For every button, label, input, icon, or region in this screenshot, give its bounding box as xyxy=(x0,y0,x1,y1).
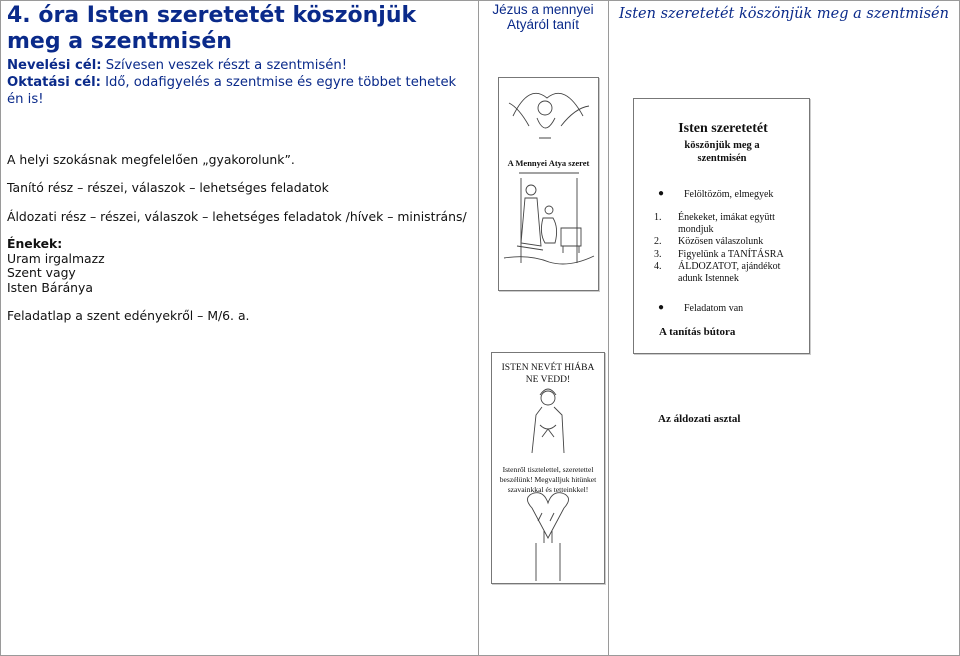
column2-header: Jézus a mennyei Atyáról tanít xyxy=(492,2,594,32)
card3-bottom-label: A tanítás bútora xyxy=(659,326,736,338)
lesson-column xyxy=(0,0,478,656)
educational-goal xyxy=(7,57,475,74)
card-heavenly-father xyxy=(498,77,599,291)
teaching-goal-label: Oktatási cél: xyxy=(7,75,101,90)
bullet-icon: ● xyxy=(658,188,665,199)
card2-title: ISTEN NEVÉT HIÁBA NE VEDD! xyxy=(501,363,595,385)
lesson-title: 4. óra Isten szeretetét köszönjük meg a szentmisén xyxy=(7,3,417,54)
card3-title: Isten szeretetét xyxy=(678,121,768,136)
offertory-part: Áldozati rész – részei, válaszok – lehetséges feladatok /hívek – ministráns/ xyxy=(7,209,467,224)
step-item: 1. Énekeket, imákat együtt mondjuk xyxy=(654,212,775,236)
song-item: Uram irgalmazz xyxy=(7,250,105,266)
educational-goal-label: Nevelési cél: xyxy=(7,58,102,73)
jesus-teaching-illustration xyxy=(499,78,598,290)
card3-bullet2: Feladatom van xyxy=(684,303,744,314)
step-item: 3. Figyelünk a TANÍTÁSRA xyxy=(654,248,784,260)
card-thanksgiving xyxy=(633,98,810,354)
educational-goal-text: Szívesen veszek részt a szentmisén! xyxy=(101,58,348,73)
card-commandment xyxy=(491,352,605,584)
card3-bullet1: Felöltözöm, elmegyek xyxy=(684,189,774,200)
column-divider-2 xyxy=(608,0,609,656)
worksheet-note: Feladatlap a szent edényekről – M/6. a. xyxy=(7,308,250,323)
practice-note: A helyi szokásnak megfelelően „gyakorolunk”. xyxy=(7,152,295,167)
goals xyxy=(7,57,475,108)
column-divider-1 xyxy=(478,0,479,656)
bullet-icon: ● xyxy=(658,302,665,313)
song-item: Isten Báránya xyxy=(7,279,93,295)
teaching-goal xyxy=(7,74,475,108)
songs-title: Énekek: xyxy=(7,236,63,251)
altar-label: Az áldozati asztal xyxy=(658,413,741,425)
songs-list xyxy=(7,237,475,295)
column3-header: Isten szeretetét köszönjük meg a szentmisén xyxy=(619,6,949,22)
card3-steps xyxy=(654,212,804,285)
card2-text: Istenről tisztelettel, szeretettel beszélünk! Megvalljuk hitünket szavainkkal és tetteinkkel! xyxy=(499,465,597,494)
card3-subtitle: köszönjük meg a szentmisén xyxy=(684,140,760,164)
card1-title: A Mennyei Atya szeret xyxy=(507,158,590,168)
step-item: 2. Közösen válaszolunk xyxy=(654,236,764,248)
song-item: Szent vagy xyxy=(7,265,76,280)
teaching-goal-text: Idő, odafigyelés a szentmise és egyre többet tehetek én is! xyxy=(7,75,457,107)
teaching-part: Tanító rész – részei, válaszok – lehetséges feladatok xyxy=(7,180,329,195)
step-item: 4. ÁLDOZATOT, ajándékot adunk Istennek xyxy=(654,260,781,285)
